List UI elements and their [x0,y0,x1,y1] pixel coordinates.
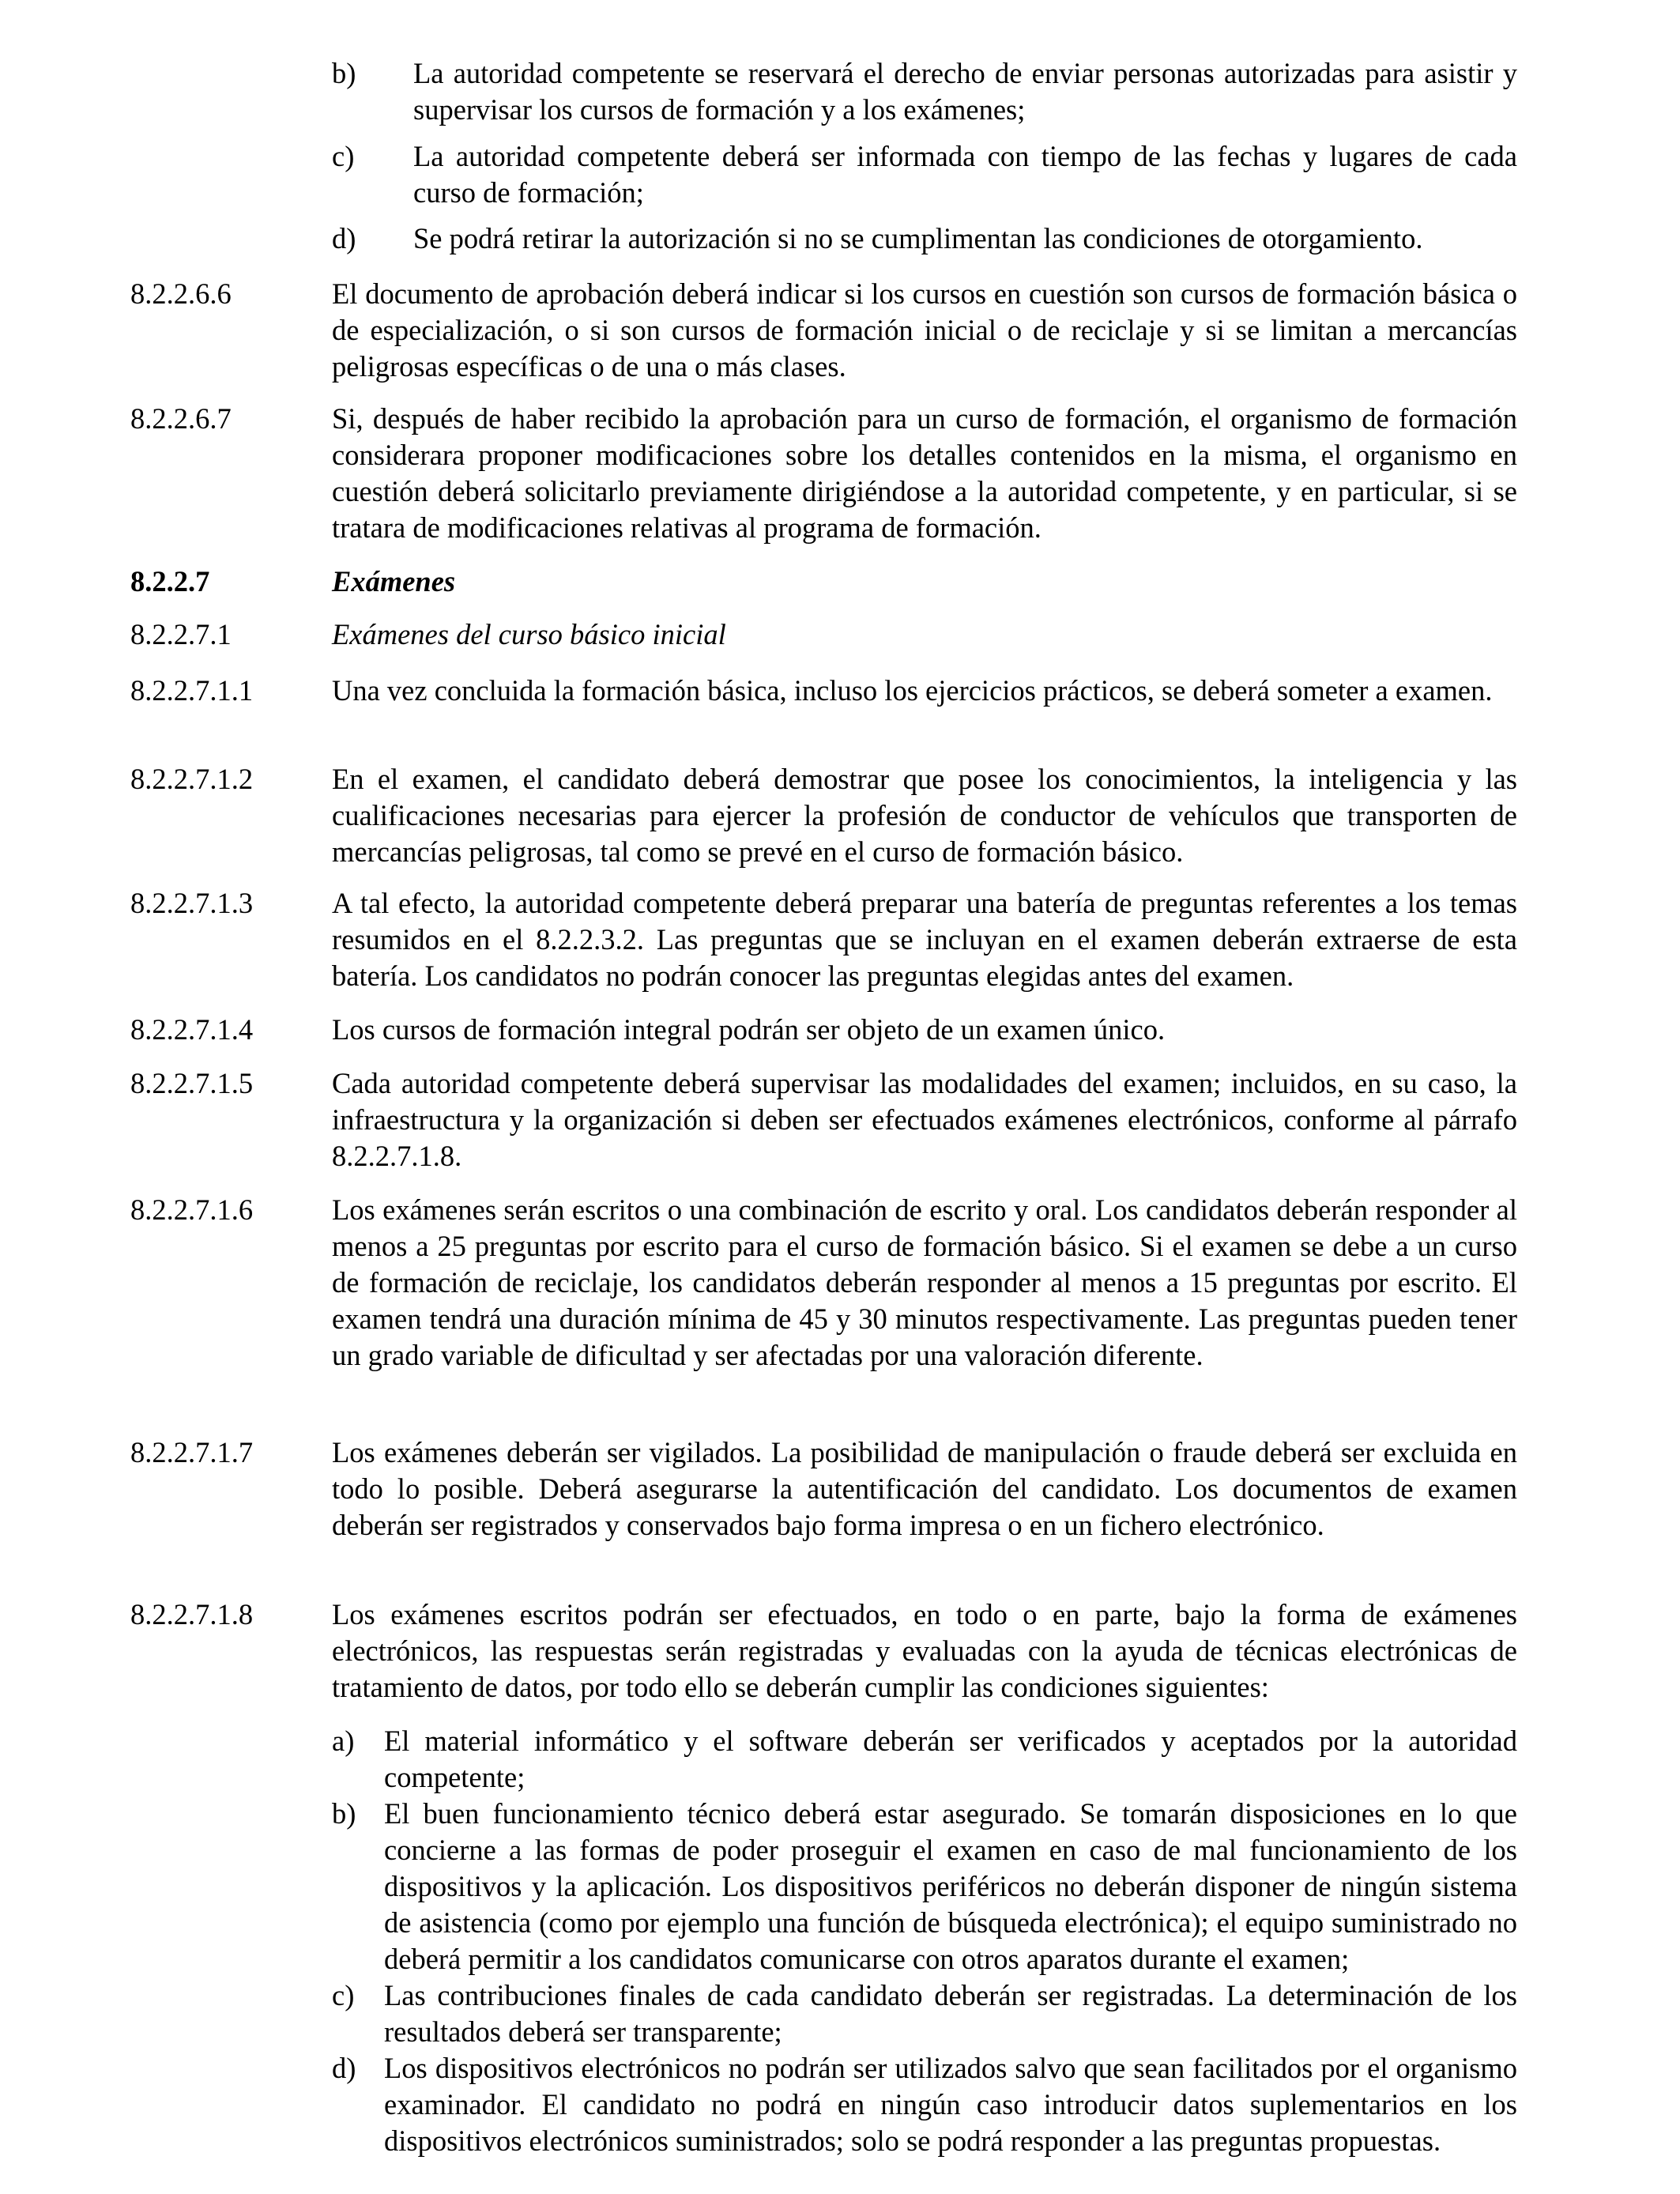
sub-item-text: El buen funcionamiento técnico deberá estar asegurado. Se tomarán disposiciones en lo que concierne a las formas de poder proseguir el examen en caso de mal funcionamiento de los dispositivos y la aplicación. Los dispositivos periféricos no deberán disponer de ningún sistema de asistencia (como por ejemplo una función de búsqueda electrónica); el equipo suministrado no deberá permitir a los candidatos comunicarse con otros aparatos durante el examen; [384,1797,1517,1975]
paragraph-number: 8.2.2.7.1.1 [130,674,254,707]
sub-item-label: c) [332,1979,355,2011]
subsection-title: Exámenes del curso básico inicial [332,618,726,650]
list-item-label: d) [332,222,356,254]
paragraph-text: Los exámenes serán escritos o una combinación de escrito y oral. Los candidatos deberán responder al menos a 25 preguntas por escrito para el curso de formación básico. Si el examen se debe a un curso de formación de reciclaje, los candidatos deberán responder al menos a 15 preguntas por escrito. El examen tendrá una duración mínima de 45 y 30 minutos respectivamente. Las preguntas pueden tener un grado variable de dificultad y ser afectadas por una valoración diferente. [332,1193,1517,1371]
paragraph-number: 8.2.2.7.1.3 [130,887,254,919]
list-item-text: Se podrá retirar la autorización si no se cumplimentan las condiciones de otorgamiento. [413,222,1423,254]
sub-item-text: Las contribuciones finales de cada candidato deberán ser registradas. La determinación de los resultados deberá ser transparente; [384,1979,1517,2048]
paragraph-text: Si, después de haber recibido la aprobación para un curso de formación, el organismo de formación considerara proponer modificaciones sobre los detalles contenidos en la misma, el organismo en cuestión deberá solicitarlo previamente dirigiéndose a la autoridad competente, y en particular, si se tratara de modificaciones relativas al programa de formación. [332,402,1517,544]
section-number: 8.2.2.7 [130,565,210,598]
sub-item-text: El material informático y el software deberán ser verificados y aceptados por la autoridad competente; [384,1725,1517,1793]
paragraph-number: 8.2.2.6.6 [130,277,232,310]
paragraph-text: Los exámenes escritos podrán ser efectuados, en todo o en parte, bajo la forma de exámenes electrónicos, las respuestas serán registradas y evaluadas con la ayuda de técnicas electrónicas de tratamiento de datos, por todo ello se deberán cumplir las condiciones siguientes: [332,1598,1517,1703]
sub-item-label: b) [332,1797,356,1830]
paragraph-number: 8.2.2.7.1.2 [130,763,254,795]
paragraph-text: Los cursos de formación integral podrán ser objeto de un examen único. [332,1013,1166,1046]
list-item-label: c) [332,140,355,172]
paragraph-number: 8.2.2.6.7 [130,402,232,435]
paragraph-number: 8.2.2.7.1.7 [130,1436,254,1468]
paragraph-text: Los exámenes deberán ser vigilados. La posibilidad de manipulación o fraude deberá ser excluida en todo lo posible. Deberá asegurarse la autentificación del candidato. Los documentos de examen deberán ser registrados y conservados bajo forma impresa o en un fichero electrónico. [332,1436,1517,1541]
sub-item-text: Los dispositivos electrónicos no podrán ser utilizados salvo que sean facilitados por el organismo examinador. El candidato no podrá en ningún caso introducir datos suplementarios en los dispositivos electrónicos suministrados; solo se podrá responder a las preguntas propuestas. [384,2052,1517,2157]
paragraph-text: A tal efecto, la autoridad competente deberá preparar una batería de preguntas referentes a los temas resumidos en el 8.2.2.3.2. Las preguntas que se incluyan en el examen deberán extraerse de esta batería. Los candidatos no podrán conocer las preguntas elegidas antes del examen. [332,887,1517,992]
paragraph-text: Una vez concluida la formación básica, incluso los ejercicios prácticos, se deberá someter a examen. [332,674,1493,707]
list-item-text: La autoridad competente deberá ser informada con tiempo de las fechas y lugares de cada curso de formación; [413,140,1517,209]
paragraph-number: 8.2.2.7.1.6 [130,1193,254,1226]
paragraph-text: Cada autoridad competente deberá supervisar las modalidades del examen; incluidos, en su caso, la infraestructura y la organización si deben ser efectuados exámenes electrónicos, conforme al párrafo 8.2.2.7.1.8. [332,1067,1517,1172]
paragraph-text: En el examen, el candidato deberá demostrar que posee los conocimientos, la inteligencia y las cualificaciones necesarias para ejercer la profesión de conductor de vehículos que transporten de mercancías peligrosas, tal como se prevé en el curso de formación básico. [332,763,1517,868]
sub-item-label: a) [332,1725,355,1757]
subsection-number: 8.2.2.7.1 [130,618,232,650]
paragraph-text: El documento de aprobación deberá indicar si los cursos en cuestión son cursos de formación básica o de especialización, o si son cursos de formación inicial o de reciclaje y si se limitan a mercancías peligrosas específicas o de una o más clases. [332,277,1517,383]
paragraph-number: 8.2.2.7.1.5 [130,1067,254,1099]
section-title: Exámenes [332,565,456,598]
sub-item-label: d) [332,2052,356,2084]
list-item-text: La autoridad competente se reservará el derecho de enviar personas autorizadas para asistir y supervisar los cursos de formación y a los exámenes; [413,57,1517,126]
paragraph-number: 8.2.2.7.1.8 [130,1598,254,1630]
list-item-label: b) [332,57,356,89]
paragraph-number: 8.2.2.7.1.4 [130,1013,254,1046]
